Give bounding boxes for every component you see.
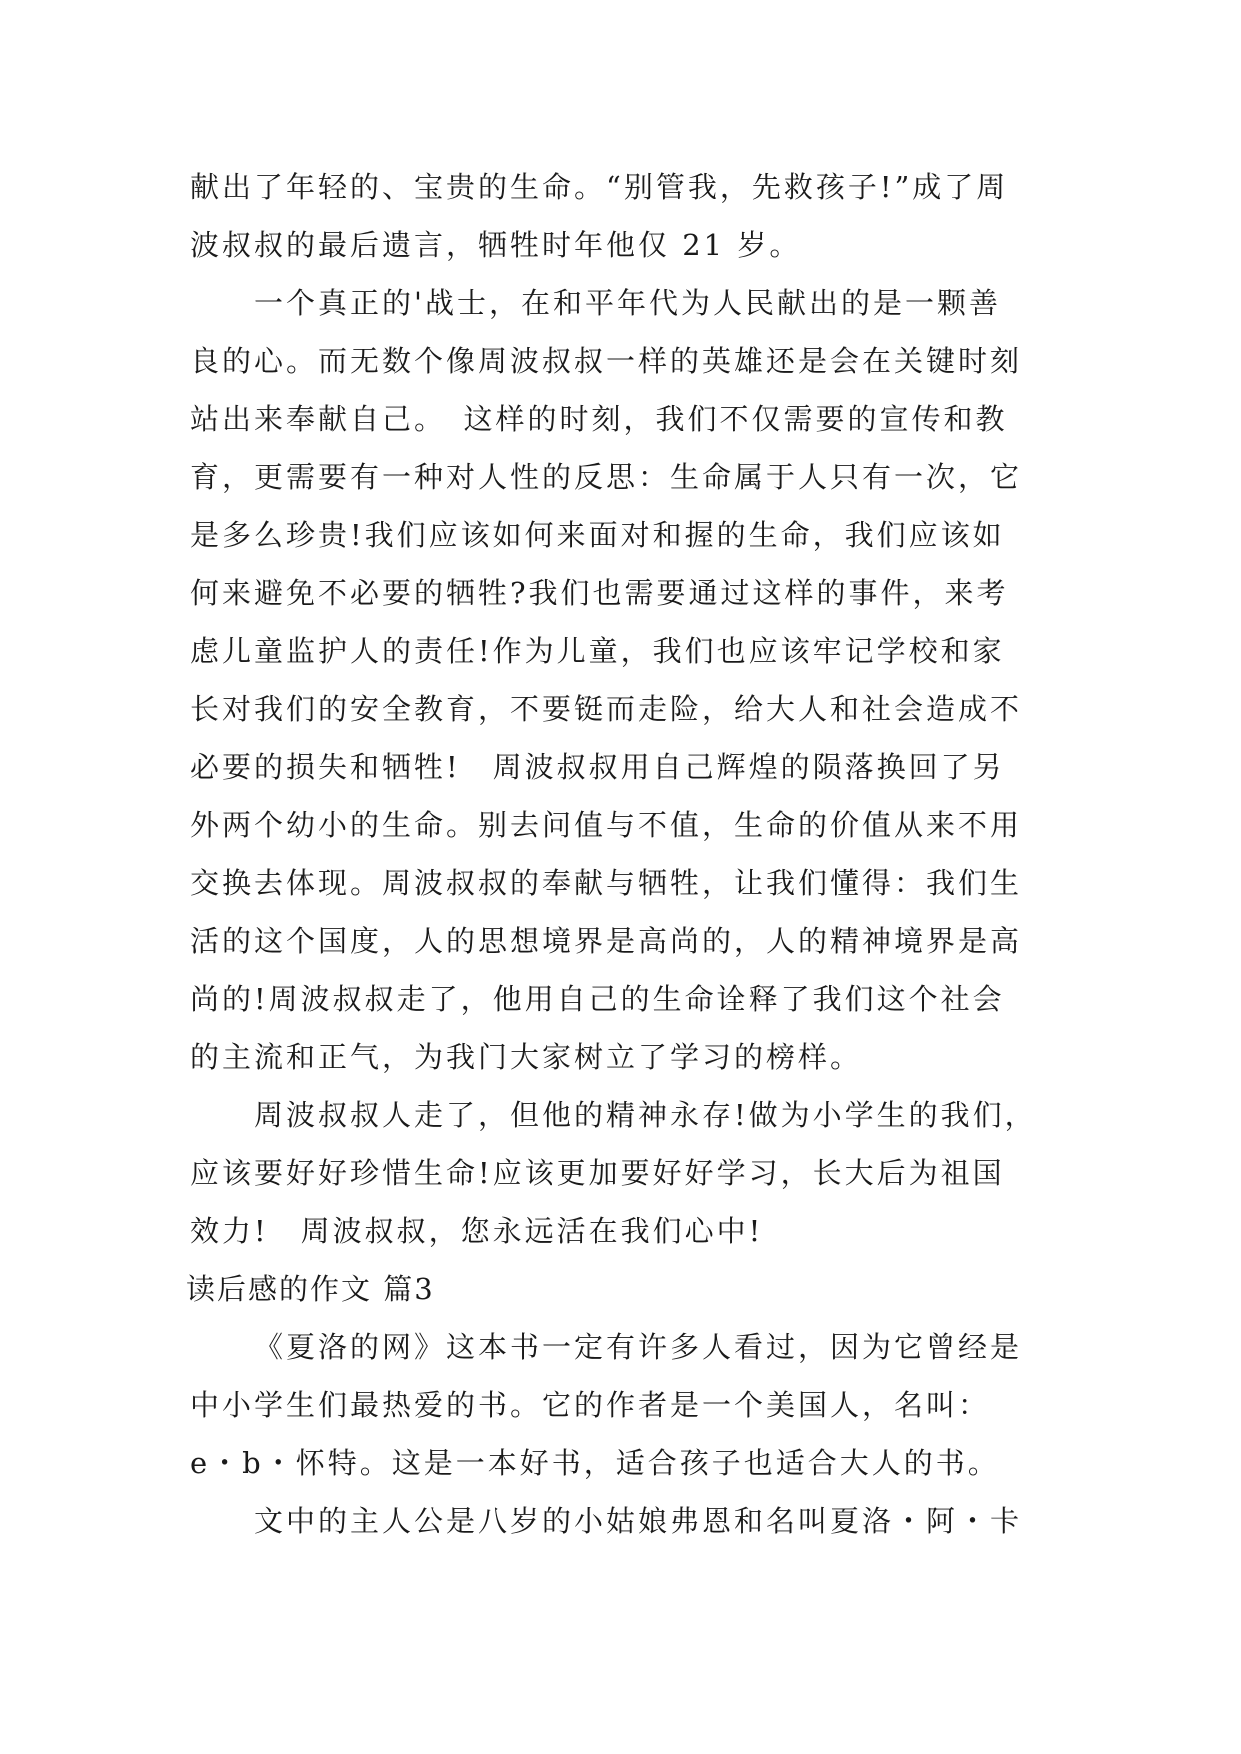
text-line: 交换去体现。周波叔叔的奉献与牺牲，让我们懂得：我们生	[190, 866, 1023, 900]
text-line: 活的这个国度，人的思想境界是高尚的，人的精神境界是高	[190, 924, 1023, 958]
text-line: 一个真正的'战士，在和平年代为人民献出的是一颗善	[254, 286, 1001, 320]
text-line: 周波叔叔人走了，但他的精神永存!做为小学生的我们，	[254, 1098, 1037, 1132]
section-heading: 读后感的作文 篇3	[186, 1272, 435, 1306]
text-line: 站出来奉献自己。 这样的时刻，我们不仅需要的宣传和教	[190, 402, 1008, 436]
text-line: 文中的主人公是八岁的小姑娘弗恩和名叫夏洛・阿・卡	[254, 1504, 1023, 1538]
text-line: 效力! 周波叔叔，您永远活在我们心中!	[190, 1214, 764, 1248]
text-line: e・b・怀特。这是一本好书，适合孩子也适合大人的书。	[190, 1446, 1000, 1480]
text-line: 尚的!周波叔叔走了，他用自己的生命诠释了我们这个社会	[190, 982, 1005, 1016]
text-line: 是多么珍贵!我们应该如何来面对和握的生命，我们应该如	[190, 518, 1005, 552]
text-line: 必要的损失和牺牲! 周波叔叔用自己辉煌的陨落换回了另	[190, 750, 1005, 784]
text-line: 应该要好好珍惜生命!应该更加要好好学习，长大后为祖国	[190, 1156, 1005, 1190]
text-line: 外两个幼小的生命。别去问值与不值，生命的价值从来不用	[190, 808, 1023, 842]
document-body	[186, 158, 1070, 1550]
text-line: 波叔叔的最后遗言，牺牲时年他仅 21 岁。	[190, 228, 802, 262]
text-line: 虑儿童监护人的责任!作为儿童，我们也应该牢记学校和家	[190, 634, 1005, 668]
text-line: 献出了年轻的、宝贵的生命。“别管我，先救孩子!”成了周	[190, 170, 1009, 204]
text-line: 的主流和正气，为我门大家树立了学习的榜样。	[190, 1040, 863, 1074]
text-line: 中小学生们最热爱的书。它的作者是一个美国人，名叫：	[190, 1388, 991, 1422]
text-line: 育，更需要有一种对人性的反思：生命属于人只有一次，它	[190, 460, 1023, 494]
text-line: 《夏洛的网》这本书一定有许多人看过，因为它曾经是	[254, 1330, 1023, 1364]
text-line: 良的心。而无数个像周波叔叔一样的英雄还是会在关键时刻	[190, 344, 1023, 378]
text-line: 何来避免不必要的牺牲?我们也需要通过这样的事件，来考	[190, 576, 1009, 610]
text-line: 长对我们的安全教育，不要铤而走险，给大人和社会造成不	[190, 692, 1023, 726]
